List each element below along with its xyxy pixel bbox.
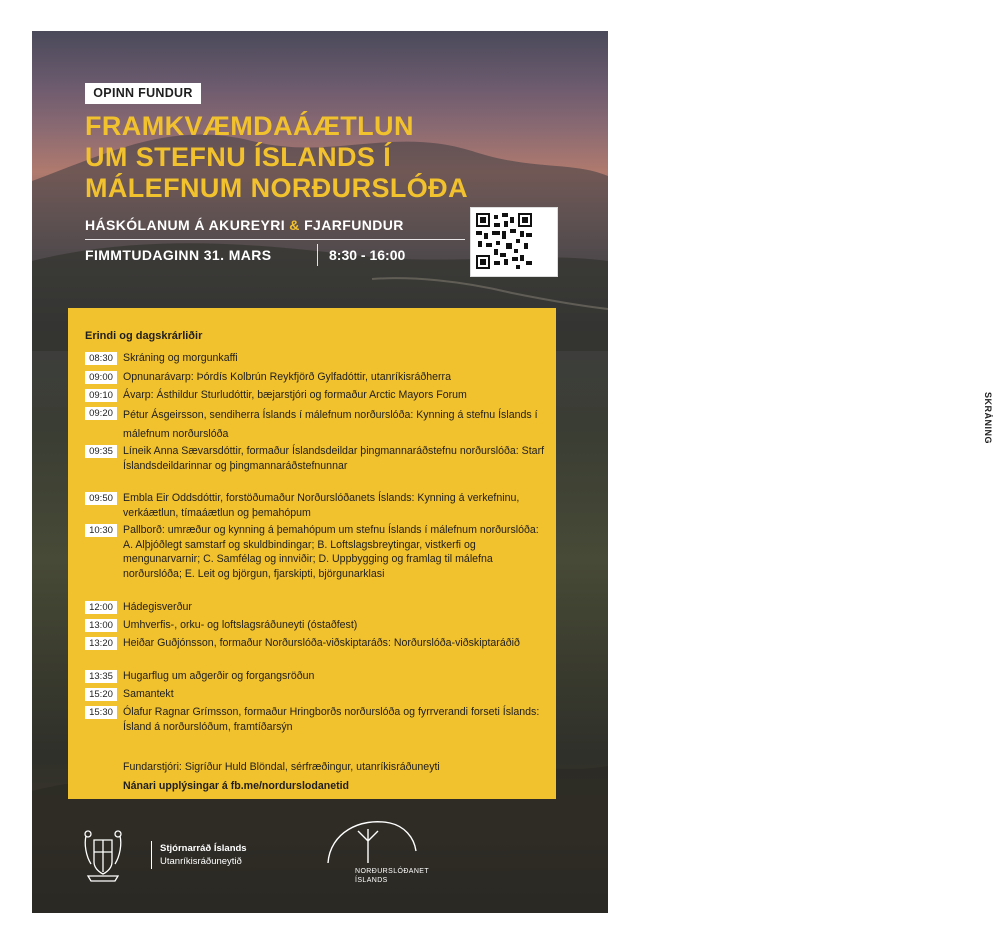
venue-location: HÁSKÓLANUM Á AKUREYRI — [85, 217, 285, 233]
venue — [85, 217, 404, 233]
agenda-text: Pallborð: umræður og kynning á þemahópum um stefnu Íslands í málefnum norðurslóða: A. Alþjóðlegt samstarf og skuldbindingar; B. Loftslagsbreytingar, vistkerfi og mengunarvarnir; C. Samfélag og innviðir; D. Uppbygging og framlag til málefna norðurslóða; E. Leit og björgun, fjarskipti, björgunarklasi — [123, 524, 539, 580]
qr-code-icon — [476, 213, 532, 269]
government-name: Stjórnarráð Íslands — [160, 843, 247, 854]
agenda-time: 09:50 — [85, 492, 117, 505]
agenda-time: 09:35 — [85, 445, 117, 458]
title-line: MÁLEFNUM NORÐURSLÓÐA — [85, 173, 468, 203]
divider-line — [85, 239, 465, 240]
registration-label: SKRÁNING — [983, 391, 993, 444]
title-line: FRAMKVÆMDAÁÆTLUN — [85, 111, 414, 141]
agenda-text: Skráning og morgunkaffi — [123, 352, 238, 364]
agenda-time: 10:30 — [85, 524, 117, 537]
agenda-text: Heiðar Guðjónsson, formaður Norðurslóða-viðskiptaráðs: Norðurslóða-viðskiptaráðið — [123, 637, 520, 649]
coat-of-arms-icon — [82, 826, 124, 884]
open-meeting-tag: OPINN FUNDUR — [85, 83, 201, 104]
agenda-text: Líneik Anna Sævarsdóttir, formaður Íslandsdeildar þingmannaráðstefnu norðurslóða: Starf Íslandsdeildarinnar og þingmannaráðstefnunnar — [123, 445, 545, 472]
venue-remote: FJARFUNDUR — [304, 217, 404, 233]
agenda-panel — [68, 308, 556, 799]
agenda-text: Umhverfis-, orku- og loftslagsráðuneyti (óstaðfest) — [123, 619, 358, 631]
event-time: 8:30 - 16:00 — [329, 247, 406, 263]
agenda-text: Embla Eir Oddsdóttir, forstöðumaður Norðurslóðanets Íslands: Kynning á verkefninu, verkáætlun, tímaáætlun og þemahópum — [123, 492, 520, 519]
agenda-text: Ólafur Ragnar Grímsson, formaður Hringborðs norðurslóða og fyrrverandi forseti Íslands: Ísland á norðurslóðum, framtíðarsýn — [123, 706, 540, 733]
ministry-name — [160, 842, 247, 868]
agenda-time: 09:10 — [85, 389, 117, 402]
agenda-heading: Erindi og dagskrárliðir — [85, 330, 203, 342]
date-time-separator — [317, 244, 318, 266]
arctic-network-line1: NORÐURSLÓÐANET — [355, 868, 430, 875]
agenda-text: Opnunarávarp: Þórdís Kolbrún Reykfjörð Gylfadóttir, utanríkisráðherra — [123, 371, 451, 383]
agenda-time: 09:20 — [85, 407, 117, 420]
agenda-time: 09:00 — [85, 371, 117, 384]
agenda-time: 13:00 — [85, 619, 117, 632]
agenda-text: Hádegisverður — [123, 601, 192, 613]
page-title — [85, 111, 555, 204]
agenda-time: 15:30 — [85, 706, 117, 719]
agenda-time: 15:20 — [85, 688, 117, 701]
agenda-time: 13:35 — [85, 670, 117, 683]
footer-divider — [151, 841, 152, 869]
agenda-text: Pétur Ásgeirsson, sendiherra Íslands í málefnum norðurslóða: Kynning á stefnu Íslands í málefnum norðurslóða — [123, 409, 538, 440]
title-line: UM STEFNU ÍSLANDS Í — [85, 142, 392, 172]
agenda-text: Ávarp: Ásthildur Sturludóttir, bæjarstjóri og formaður Arctic Mayors Forum — [123, 389, 467, 401]
ministry-label: Utanríkisráðuneytið — [160, 856, 242, 867]
more-info-link[interactable]: Nánari upplýsingar á fb.me/nordurslodanetid — [123, 780, 350, 792]
event-date: FIMMTUDAGINN 31. MARS — [85, 247, 272, 263]
poster — [32, 31, 993, 913]
agenda-time: 12:00 — [85, 601, 117, 614]
agenda-time: 13:20 — [85, 637, 117, 650]
agenda-text: Hugarflug um aðgerðir og forgangsröðun — [123, 670, 315, 682]
arctic-network-name — [355, 867, 429, 885]
registration-qr-code[interactable] — [470, 207, 993, 444]
meeting-chair: Fundarstjóri: Sigríður Huld Blöndal, sérfræðingur, utanríkisráðuneyti — [123, 761, 440, 773]
agenda-text: Samantekt — [123, 688, 174, 700]
agenda-time: 08:30 — [85, 352, 117, 365]
venue-ampersand: & — [289, 217, 300, 233]
arctic-network-line2: ÍSLANDS — [355, 877, 388, 884]
